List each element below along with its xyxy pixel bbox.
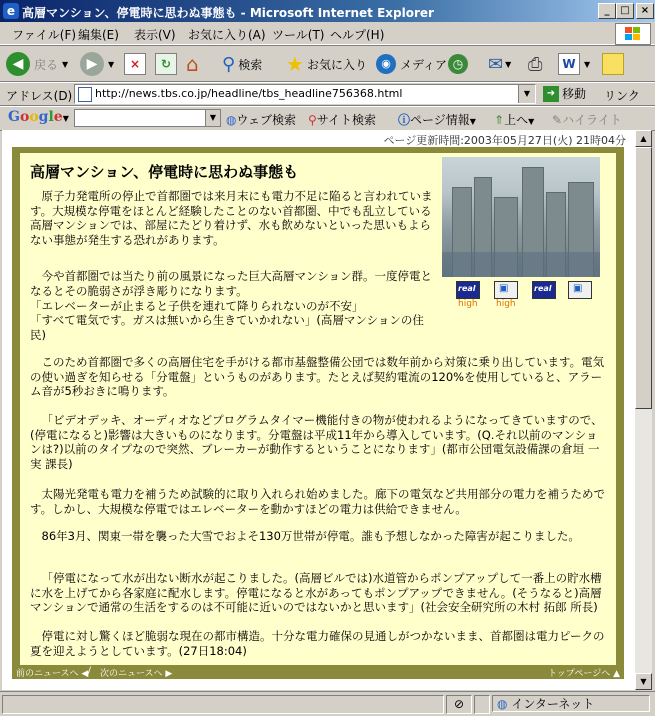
word-icon: W (558, 53, 580, 75)
highlighter-icon: ✎ (552, 113, 563, 127)
menu-bar (0, 22, 655, 45)
scroll-thumb[interactable] (635, 147, 652, 409)
search-icon: ⚲ (222, 53, 236, 75)
site-search-icon: ⚲ (308, 113, 317, 127)
go-arrow-icon: ➜ (543, 86, 559, 102)
video-low-label[interactable]: high (458, 299, 478, 309)
menu-view[interactable]: 表示(V) (134, 28, 176, 42)
media-icon: ◉ (376, 54, 396, 74)
refresh-icon: ↻ (155, 53, 177, 75)
article-paragraph: 太陽光発電も電力を補うため試験的に取り入れられ始めました。廊下の電気など共用部分の電力を補うためです。しかし、大規模な停電ではエレベーターを動かすほどの電力は供給できません。 (30, 487, 605, 516)
globe-icon: ◍ (497, 697, 508, 711)
zone-label: インターネット (511, 697, 595, 711)
article-body (20, 153, 616, 665)
web-search-button[interactable]: ◍ウェブ検索 (226, 113, 297, 127)
links-button[interactable]: リンク (604, 89, 640, 103)
windows-media-icon[interactable]: ▣ (568, 281, 592, 299)
google-toolbar (0, 105, 655, 131)
print-button[interactable] (528, 51, 542, 77)
back-button[interactable] (6, 51, 68, 77)
top-page-link[interactable]: トップページへ ▲ (548, 669, 620, 679)
security-zone (492, 695, 650, 712)
title-bar (0, 0, 655, 22)
favorites-button[interactable] (286, 51, 367, 77)
search-button[interactable] (222, 51, 262, 77)
note-icon (602, 53, 624, 75)
edit-button[interactable] (558, 51, 590, 77)
stop-icon: × (124, 53, 146, 75)
status-message-pane (2, 695, 444, 714)
menu-tools[interactable]: ツール(T) (272, 28, 325, 42)
address-url: http://news.tbs.co.jp/headline/tbs_headline756368.html (95, 87, 403, 100)
mail-icon: ✉ (488, 53, 504, 75)
article-panel (12, 147, 624, 679)
standard-toolbar (0, 45, 655, 83)
chevron-down-icon: ▼ (62, 59, 69, 69)
privacy-icon[interactable]: ⊘ (446, 695, 472, 714)
real-player-icon[interactable]: real (532, 281, 556, 299)
back-label: 戻る (34, 57, 59, 72)
maximize-button[interactable]: □ (616, 3, 634, 19)
page-viewport (2, 130, 634, 690)
article-quote: 「すべて電気です。ガスは無いから生きていかれない」(高層マンションの住民) (30, 313, 424, 342)
page-info-button[interactable]: ⓘページ情報▼ (398, 113, 476, 127)
real-player-icon[interactable]: real (456, 281, 480, 299)
go-button[interactable] (543, 85, 586, 102)
status-pane-empty (474, 695, 490, 714)
menu-help[interactable]: ヘルプ(H) (330, 28, 385, 42)
video-high-label[interactable]: high (496, 299, 516, 309)
page-updated-time: ページ更新時間:2003年05月27日(火) 21時04分 (383, 134, 626, 147)
status-bar (0, 691, 655, 716)
next-news-link[interactable]: 次のニュースへ ▶ (100, 669, 173, 679)
home-button[interactable] (186, 51, 199, 77)
close-button[interactable]: × (636, 3, 654, 19)
article-paragraph: 「ビデオデッキ、オーディオなどプログラムタイマー機能付きの物が使われるようになってきていますので、(停電になると)影響は大きいものになります。分電盤は平成11年から導入しています。(Q.それ以前のマンションは?)以前のタイプなので突然、ブレーカーが動作するということになります」(都市公団電気設備課の倉垣 一実 課長) (30, 413, 603, 471)
vertical-scrollbar[interactable] (634, 130, 652, 690)
favorites-label: お気に入り (306, 57, 367, 72)
menu-favorites[interactable]: お気に入り(A) (188, 28, 266, 42)
mail-button[interactable] (488, 51, 511, 77)
chevron-down-icon[interactable]: ▼ (205, 109, 221, 127)
address-label: アドレス(D) (6, 89, 73, 103)
star-icon: ★ (286, 52, 304, 76)
google-logo[interactable]: Google▼ (8, 109, 69, 125)
history-icon: ◷ (448, 54, 468, 74)
minimize-button[interactable]: _ (598, 3, 616, 19)
media-label: メディア (400, 57, 448, 72)
article-quote: 「エレベーターが止まると子供を連れて降りられないのが不安」 (30, 299, 364, 313)
address-bar (0, 81, 655, 107)
folder-up-icon: ⇑ (494, 113, 505, 127)
home-icon: ⌂ (186, 52, 199, 76)
globe-icon: ◍ (226, 113, 237, 127)
menu-file[interactable]: ファイル(F) (12, 28, 77, 42)
history-button[interactable] (448, 51, 472, 77)
menu-edit[interactable]: 編集(E) (78, 28, 119, 42)
chevron-down-icon: ▼ (505, 59, 512, 69)
prev-news-link[interactable]: 前のニュースへ ◀ (16, 669, 89, 679)
print-icon: ⎙ (528, 53, 543, 75)
highlight-button[interactable]: ✎ハイライト (552, 113, 622, 127)
go-label: 移動 (562, 87, 587, 101)
stop-button[interactable] (124, 51, 150, 77)
chevron-down-icon[interactable]: ▼ (518, 85, 535, 103)
article-paragraph: このため首都圏で多くの高層住宅を手がける都市基盤整備公団では数年前から対策に乗り出しています。電気の使い過ぎを知らせる「分電盤」というものがあります。たとえば契約電流の120%を使用していると、アラーム音が5秒おきに鳴ります。 (30, 355, 605, 398)
article-paragraph: 86年3月、関東一帯を襲った大雪でおよそ130万世帯が停電。誰も予想しなかった障害が起こりました。 (41, 529, 580, 543)
address-input[interactable] (74, 84, 536, 104)
windows-media-icon[interactable]: ▣ (494, 281, 518, 299)
search-label: 検索 (238, 57, 263, 72)
article-nav: 前のニュースへ ◀ / 次のニュースへ ▶ トップページへ ▲ (16, 666, 620, 679)
window-title: 高層マンション、停電時に思わぬ事態も - Microsoft Internet Explorer (22, 6, 434, 20)
messenger-button[interactable] (602, 51, 628, 77)
article-paragraph: 「停電になって水が出ない断水が起こりました。(高層ビルでは)水道管からポンプアップして一番上の貯水槽に水を上げてから各家庭に配水します。停電になると水があってもポンプアップできません。(そうなると)高層マンションで通常の生活をするのは不可能に近いのではないかと思います」(社会安全研究所の木村 拓郎 所長) (30, 571, 602, 614)
up-button[interactable]: ⇑上へ▼ (494, 113, 535, 127)
scroll-down-arrow-icon[interactable]: ▼ (635, 673, 652, 690)
forward-arrow-icon: ▶ (80, 52, 104, 76)
site-search-button[interactable]: ⚲サイト検索 (308, 113, 376, 127)
media-button[interactable] (376, 51, 447, 77)
ie-icon: e (3, 3, 19, 19)
back-arrow-icon: ◀ (6, 52, 30, 76)
chevron-down-icon: ▼ (108, 59, 115, 69)
page-icon (78, 87, 92, 102)
refresh-button[interactable] (155, 51, 181, 77)
video-links (456, 281, 606, 311)
windows-logo-icon (615, 23, 651, 45)
article-headline: 高層マンション、停電時に思わぬ事態も (30, 163, 299, 181)
article-paragraph: 今や首都圏では当たり前の風景になった巨大高層マンション群。一度停電となるとその脆弱さが浮き彫りになります。 (30, 269, 432, 298)
chevron-down-icon: ▼ (584, 59, 591, 69)
google-search-input[interactable] (74, 109, 208, 127)
article-paragraph: 停電に対し驚くほど脆弱な現在の都市構造。十分な電力確保の見通しがつかないまま、首都圏は電力ピークの夏を迎えようとしています。(27日18:04) (30, 629, 605, 658)
scroll-up-arrow-icon[interactable]: ▲ (635, 130, 652, 147)
info-icon: ⓘ (398, 113, 411, 127)
forward-button[interactable] (80, 51, 114, 77)
article-paragraph: 原子力発電所の停止で首都圏では来月末にも電力不足に陥ると言われています。大規模な停電をほとんど経験したことのない首都圏、中でも乱立している高層マンションでは、部屋にたどり着けず、水も飲めないといった思いもよらない事態が発生する恐れがあります。 (30, 189, 433, 247)
article-photo[interactable] (442, 157, 600, 277)
